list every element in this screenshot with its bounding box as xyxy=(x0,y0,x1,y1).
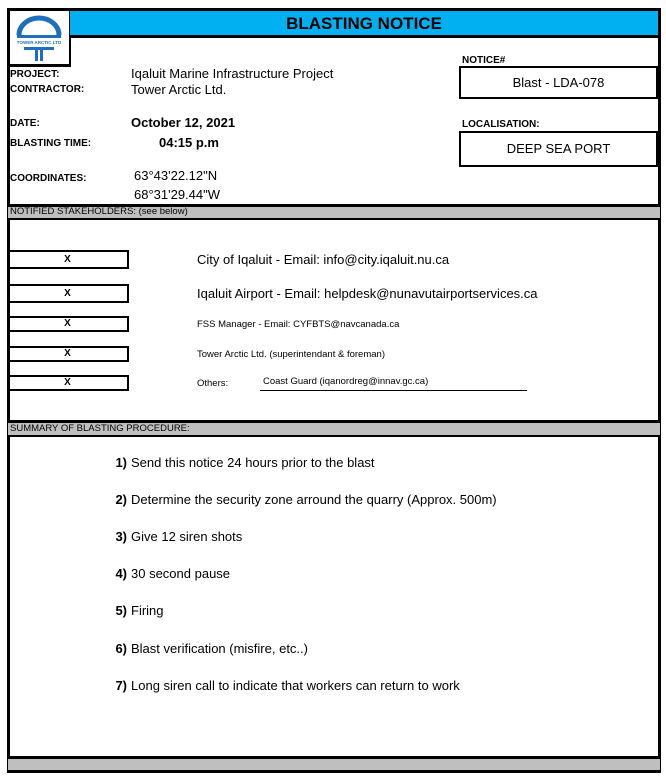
latitude-value: 63°43'22.12"N xyxy=(134,168,218,183)
stakeholder-label: Iqaluit Airport - Email: helpdesk@nunavutairportservices.ca xyxy=(197,286,538,301)
notice-number-label: NOTICE# xyxy=(462,55,506,66)
stakeholder-checkbox[interactable]: X xyxy=(8,284,129,303)
stakeholder-label: Others: xyxy=(197,378,229,389)
step-text: 30 second pause xyxy=(131,566,231,581)
procedure-step xyxy=(90,492,650,507)
procedure-step xyxy=(90,566,650,581)
page-title: BLASTING NOTICE xyxy=(70,8,661,38)
step-text: Give 12 siren shots xyxy=(131,529,243,544)
step-number: 4) xyxy=(115,566,127,581)
tower-arctic-logo-icon xyxy=(10,11,68,65)
step-number: 2) xyxy=(115,492,127,507)
step-text: Send this notice 24 hours prior to the blast xyxy=(131,455,375,470)
step-number: 5) xyxy=(115,603,127,618)
time-label: BLASTING TIME: xyxy=(10,138,92,149)
footer-bar xyxy=(8,756,660,772)
step-text: Blast verification (misfire, etc..) xyxy=(131,641,308,656)
step-text: Firing xyxy=(131,603,164,618)
stakeholder-checkbox[interactable]: X xyxy=(8,375,129,391)
notice-number-value: Blast - LDA-078 xyxy=(459,66,658,99)
procedure-step xyxy=(90,678,650,693)
stakeholder-label: City of Iqaluit - Email: info@city.iqaluit.nu.ca xyxy=(197,252,450,267)
step-number: 7) xyxy=(115,678,127,693)
procedure-heading: SUMMARY OF BLASTING PROCEDURE: xyxy=(8,420,660,437)
other-stakeholder-field[interactable]: Coast Guard (iqanordreg@innav.gc.ca) xyxy=(260,376,527,391)
procedure-step xyxy=(90,641,650,656)
stakeholder-checkbox[interactable]: X xyxy=(8,316,129,332)
step-text: Long siren call to indicate that workers can return to work xyxy=(131,678,460,693)
coordinates-label: COORDINATES: xyxy=(10,173,87,184)
step-text: Determine the security zone arround the quarry (Approx. 500m) xyxy=(131,492,497,507)
time-value: 04:15 p.m xyxy=(159,135,219,150)
localisation-label: LOCALISATION: xyxy=(462,119,540,130)
stakeholder-label: Tower Arctic Ltd. (superintendant & foreman) xyxy=(197,349,385,360)
project-label: PROJECT: xyxy=(10,69,60,80)
stakeholder-checkbox[interactable]: X xyxy=(8,250,129,269)
localisation-value: DEEP SEA PORT xyxy=(459,131,658,167)
step-number: 1) xyxy=(115,455,127,470)
procedure-step xyxy=(90,455,650,470)
project-value: Iqaluit Marine Infrastructure Project xyxy=(131,66,334,81)
company-logo xyxy=(7,8,71,67)
stakeholder-label: FSS Manager - Email: CYFBTS@navcanada.ca xyxy=(197,319,400,330)
step-number: 3) xyxy=(115,529,127,544)
stakeholders-heading: NOTIFIED STAKEHOLDERS: (see below) xyxy=(8,204,660,220)
contractor-value: Tower Arctic Ltd. xyxy=(131,82,227,97)
stakeholder-checkbox[interactable]: X xyxy=(8,346,129,362)
procedure-step xyxy=(90,529,650,544)
date-value: October 12, 2021 xyxy=(131,115,236,130)
contractor-label: CONTRACTOR: xyxy=(10,84,85,95)
date-label: DATE: xyxy=(10,118,40,129)
step-number: 6) xyxy=(115,641,127,656)
procedure-step xyxy=(90,603,650,618)
svg-text:TOWER ARCTIC LTD: TOWER ARCTIC LTD xyxy=(16,40,62,45)
longitude-value: 68°31'29.44"W xyxy=(134,187,221,202)
